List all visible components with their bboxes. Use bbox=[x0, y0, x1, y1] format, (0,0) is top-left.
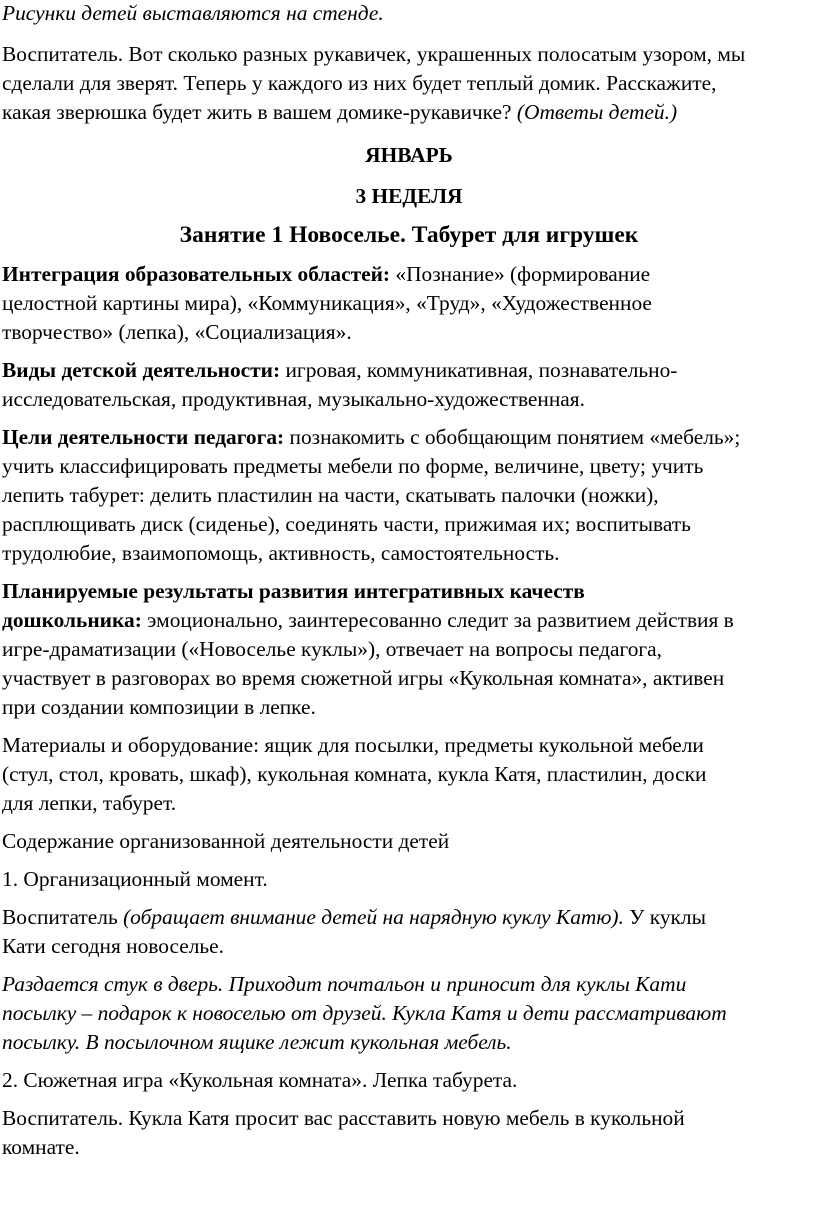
text-line: трудолюбие, взаимопомощь, активность, самостоятельность. bbox=[2, 541, 560, 565]
text-span: познакомить с обобщающим понятием «мебель»; bbox=[284, 425, 741, 449]
text-line: Кати сегодня новоселье. bbox=[2, 934, 225, 958]
paragraph-integration bbox=[2, 260, 816, 347]
text-line: Воспитатель. Вот сколько разных рукавичек, украшенных полосатым узором, мы bbox=[2, 42, 746, 66]
text-line: Воспитатель. Кукла Катя просит вас расставить новую мебель в кукольной bbox=[2, 1106, 685, 1130]
paragraph-teacher-furniture bbox=[2, 1104, 816, 1162]
results-label: Планируемые результаты развития интегративных качеств bbox=[2, 579, 585, 603]
paragraph-activities bbox=[2, 356, 816, 414]
paragraph-step1 bbox=[2, 865, 816, 894]
text-line: игре-драматизации («Новоселье куклы»), отвечает на вопросы педагога, bbox=[2, 637, 663, 661]
text-span: Воспитатель bbox=[2, 905, 124, 929]
heading-week: 3 НЕДЕЛЯ bbox=[355, 184, 463, 208]
text-line: расплющивать диск (сиденье), соединять части, прижимая их; воспитывать bbox=[2, 512, 691, 536]
text-line: для лепки, табурет. bbox=[2, 791, 177, 815]
text-span: какая зверюшка будет жить в вашем домике-рукавичке? bbox=[2, 100, 517, 124]
text-line: лепить табурет: делить пластилин на части, скатывать палочки (ножки), bbox=[2, 483, 659, 507]
text-line: при создании композиции в лепке. bbox=[2, 695, 316, 719]
text-line: Рисунки детей выставляются на стенде. bbox=[2, 1, 384, 25]
activities-label: Виды детской деятельности: bbox=[2, 358, 281, 382]
stage-direction: (обращает внимание детей на нарядную куклу Катю). bbox=[123, 905, 624, 929]
lesson-title: Занятие 1 Новоселье. Табурет для игрушек bbox=[179, 222, 639, 248]
text-line: сделали для зверят. Теперь у каждого из них будет теплый домик. Расскажите, bbox=[2, 71, 717, 95]
text-line: учить классифицировать предметы мебели по форме, величине, цвету; учить bbox=[2, 454, 704, 478]
heading-month: ЯНВАРЬ bbox=[365, 143, 453, 167]
text-line: Содержание организованной деятельности детей bbox=[2, 829, 450, 853]
text-line: (стул, стол, кровать, шкаф), кукольная комната, кукла Катя, пластилин, доски bbox=[2, 762, 707, 786]
text-line: исследовательская, продуктивная, музыкально-художественная. bbox=[2, 387, 585, 411]
results-label-cont: дошкольника: bbox=[2, 608, 142, 632]
paragraph-step2 bbox=[2, 1066, 816, 1095]
text-line: посылку. В посылочном ящике лежит кукольная мебель. bbox=[2, 1030, 512, 1054]
paragraph-materials bbox=[2, 731, 816, 818]
text-line: участвует в разговорах во время сюжетной игры «Кукольная комната», активен bbox=[2, 666, 725, 690]
paragraph-teacher-mittens bbox=[2, 40, 816, 127]
text-line: посылку – подарок к новоселью от друзей. Кукла Катя и дети рассматривают bbox=[2, 1001, 727, 1025]
integration-label: Интеграция образовательных областей: bbox=[2, 262, 391, 286]
text-line: Раздается стук в дверь. Приходит почтальон и приносит для куклы Кати bbox=[2, 972, 687, 996]
text-line: целостной картины мира), «Коммуникация», «Труд», «Художественное bbox=[2, 291, 652, 315]
goals-label: Цели деятельности педагога: bbox=[2, 425, 285, 449]
text-line: 2. Сюжетная игра «Кукольная комната». Лепка табурета. bbox=[2, 1068, 518, 1092]
paragraph-remark bbox=[2, 970, 816, 1057]
text-line: 1. Организационный момент. bbox=[2, 867, 268, 891]
paragraph-content-title bbox=[2, 827, 816, 856]
paragraph-goals bbox=[2, 423, 816, 568]
text-span: У куклы bbox=[623, 905, 706, 929]
text-line: творчество» (лепка), «Социализация». bbox=[2, 320, 352, 344]
text-line bbox=[2, 98, 816, 127]
text-span: «Познание» (формирование bbox=[390, 262, 651, 286]
paragraph-drawings bbox=[2, 0, 816, 28]
text-span: эмоционально, заинтересованно следит за развитием действия в bbox=[141, 608, 734, 632]
text-line bbox=[2, 356, 816, 385]
paragraph-results bbox=[2, 577, 816, 722]
paragraph-teacher-katya bbox=[2, 903, 816, 961]
text-line bbox=[2, 606, 816, 635]
text-span: игровая, коммуникативная, познавательно- bbox=[280, 358, 678, 382]
text-line: Материалы и оборудование: ящик для посылки, предметы кукольной мебели bbox=[2, 733, 704, 757]
children-answers: (Ответы детей.) bbox=[516, 100, 678, 124]
text-line: комнате. bbox=[2, 1135, 80, 1159]
text-line bbox=[2, 423, 816, 452]
text-line bbox=[2, 903, 816, 932]
text-line bbox=[2, 260, 816, 289]
